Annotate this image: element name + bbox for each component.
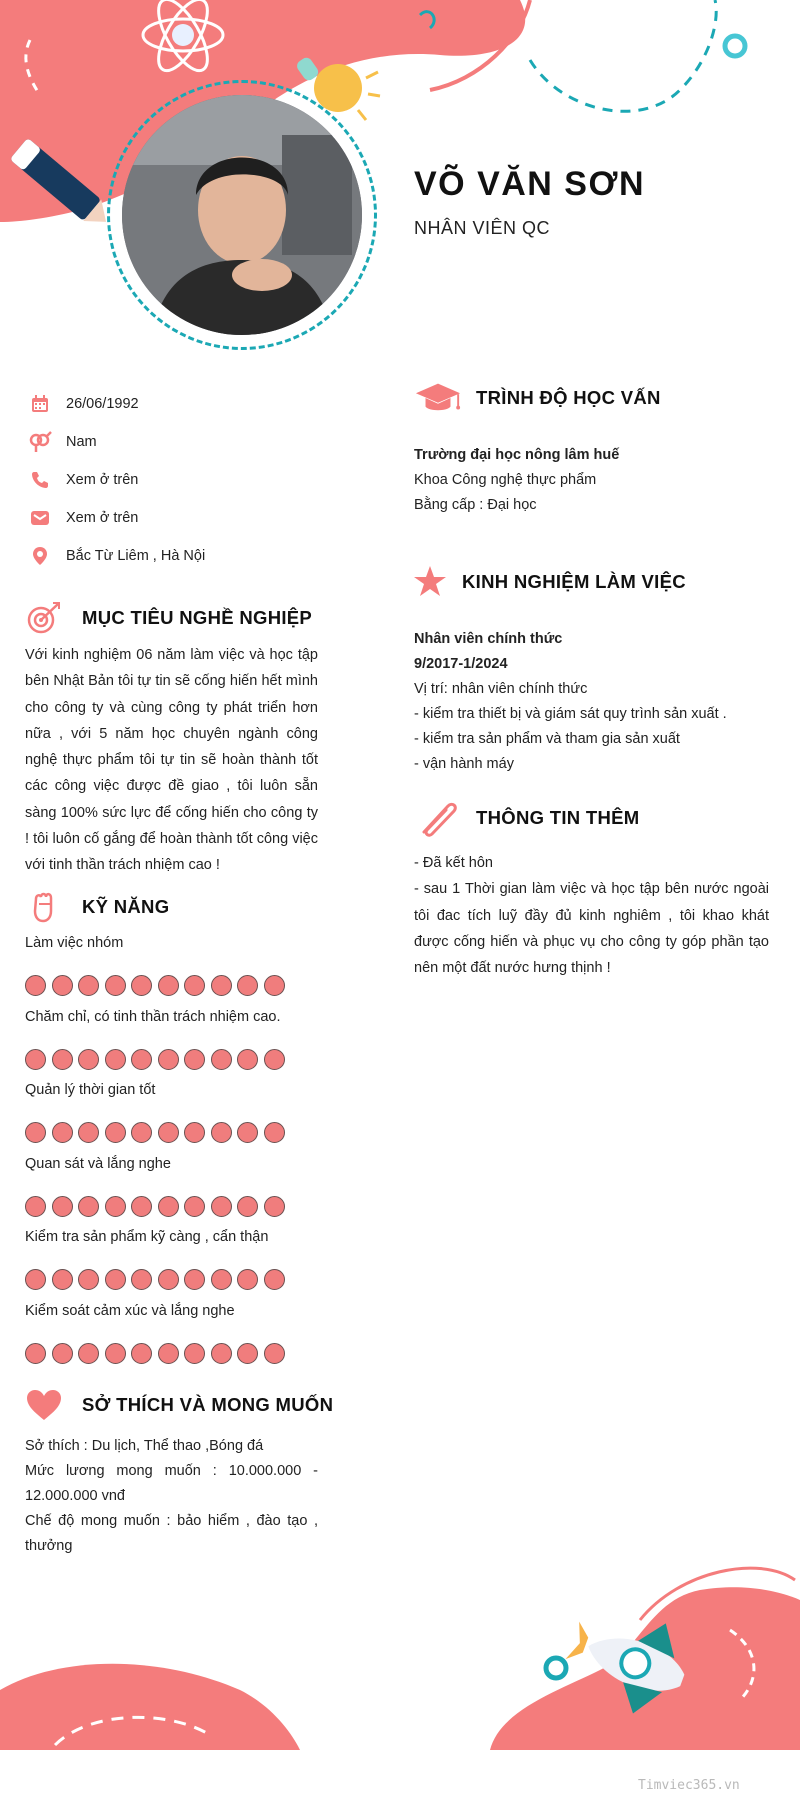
contact-item-birthday bbox=[28, 385, 328, 423]
brand-watermark: Timviec365.vn bbox=[638, 1778, 740, 1793]
rating-dot bbox=[52, 1196, 73, 1217]
rating-dot bbox=[237, 1049, 258, 1070]
rating-dot bbox=[131, 1122, 152, 1143]
skill-rating bbox=[25, 1049, 325, 1070]
skills-heading: KỸ NĂNG bbox=[82, 896, 170, 917]
rating-dot bbox=[131, 1269, 152, 1290]
avatar bbox=[122, 95, 362, 335]
skill-name: Kiểm tra sản phẩm kỹ càng , cẩn thận bbox=[25, 1229, 269, 1245]
candidate-name: VÕ VĂN SƠN bbox=[414, 165, 646, 203]
target-icon bbox=[20, 598, 68, 638]
rating-dot bbox=[25, 1269, 46, 1290]
hobbies-content bbox=[25, 1434, 318, 1559]
rating-dot bbox=[52, 1122, 73, 1143]
contact-item-gender bbox=[28, 423, 328, 461]
rating-dot bbox=[25, 1196, 46, 1217]
rating-dot bbox=[158, 1196, 179, 1217]
experience-header bbox=[412, 562, 686, 602]
calendar-icon bbox=[28, 392, 52, 416]
rating-dot bbox=[264, 1269, 285, 1290]
contact-item-phone bbox=[28, 461, 328, 499]
rating-dot bbox=[105, 1196, 126, 1217]
marital-status: - Đã kết hôn bbox=[414, 855, 493, 871]
hobby-line: Sở thích : Du lịch, Thể thao ,Bóng đá bbox=[25, 1438, 264, 1454]
additional-text: - sau 1 Thời gian làm việc và học tập bên nước ngoài tôi đac tích luỹ đầy đủ kinh nghiêm , tôi khao khát được cống hiến và phục vụ cho công ty góp phần tạo nên một đất nước hưng thịnh ! bbox=[414, 881, 769, 977]
experience-role: Nhân viên chính thức bbox=[414, 631, 563, 647]
additional-header bbox=[414, 798, 640, 838]
birthday-text: 26/06/1992 bbox=[66, 396, 139, 412]
experience-line: Vị trí: nhân viên chính thức bbox=[414, 681, 588, 697]
rating-dot bbox=[211, 1049, 232, 1070]
experience-line: - kiểm tra thiết bị và giám sát quy trình sản xuất . bbox=[414, 706, 727, 722]
rating-dot bbox=[52, 1343, 73, 1364]
rating-dot bbox=[78, 1196, 99, 1217]
gender-icon bbox=[28, 430, 52, 454]
education-heading: TRÌNH ĐỘ HỌC VẤN bbox=[476, 387, 661, 408]
rating-dot bbox=[25, 1049, 46, 1070]
email-text: Xem ở trên bbox=[66, 510, 139, 526]
footer-decoration bbox=[0, 1560, 800, 1800]
education-header bbox=[414, 378, 661, 418]
rating-dot bbox=[264, 1122, 285, 1143]
skill-rating bbox=[25, 1343, 325, 1364]
rating-dot bbox=[131, 1343, 152, 1364]
skill-name: Chăm chỉ, có tinh thần trách nhiệm cao. bbox=[25, 1008, 281, 1025]
rating-dot bbox=[184, 1049, 205, 1070]
skills-header bbox=[20, 887, 169, 927]
rating-dot bbox=[52, 975, 73, 996]
experience-heading: KINH NGHIỆM LÀM VIỆC bbox=[462, 571, 686, 592]
skill-name: Quản lý thời gian tốt bbox=[25, 1082, 156, 1098]
contact-list bbox=[28, 385, 328, 575]
skill-item bbox=[25, 1156, 325, 1230]
rating-dot bbox=[264, 1343, 285, 1364]
benefits-line: Chế độ mong muốn : bảo hiểm , đào tạo , thưởng bbox=[25, 1513, 318, 1554]
salary-line: Mức lương mong muốn : 10.000.000 - 12.000.000 vnđ bbox=[25, 1463, 318, 1504]
rating-dot bbox=[78, 1049, 99, 1070]
phone-text: Xem ở trên bbox=[66, 472, 139, 488]
additional-heading: THÔNG TIN THÊM bbox=[476, 807, 640, 828]
rating-dot bbox=[52, 1049, 73, 1070]
skill-name: Làm việc nhóm bbox=[25, 935, 124, 951]
contact-item-email bbox=[28, 499, 328, 537]
location-pin-icon bbox=[28, 544, 52, 568]
skill-rating bbox=[25, 1122, 325, 1143]
objective-heading: MỤC TIÊU NGHỀ NGHIỆP bbox=[82, 607, 313, 628]
school-name: Trường đại học nông lâm huế bbox=[414, 447, 620, 463]
skill-rating bbox=[25, 975, 325, 996]
rating-dot bbox=[158, 1049, 179, 1070]
rating-dot bbox=[237, 1122, 258, 1143]
rating-dot bbox=[211, 1122, 232, 1143]
faculty-name: Khoa Công nghệ thực phẩm bbox=[414, 472, 597, 488]
rating-dot bbox=[105, 1269, 126, 1290]
hobbies-header bbox=[20, 1385, 333, 1425]
rating-dot bbox=[105, 975, 126, 996]
rating-dot bbox=[158, 975, 179, 996]
additional-content bbox=[414, 850, 769, 981]
rating-dot bbox=[211, 1343, 232, 1364]
rating-dot bbox=[25, 1122, 46, 1143]
rating-dot bbox=[131, 975, 152, 996]
rating-dot bbox=[211, 975, 232, 996]
rating-dot bbox=[184, 1196, 205, 1217]
rating-dot bbox=[131, 1196, 152, 1217]
address-text: Bắc Từ Liêm , Hà Nội bbox=[66, 548, 206, 564]
rating-dot bbox=[264, 975, 285, 996]
heart-icon bbox=[20, 1385, 68, 1425]
rating-dot bbox=[237, 1269, 258, 1290]
rating-dot bbox=[264, 1049, 285, 1070]
rating-dot bbox=[237, 1343, 258, 1364]
skills-list bbox=[25, 935, 325, 1376]
rating-dot bbox=[52, 1269, 73, 1290]
rating-dot bbox=[264, 1196, 285, 1217]
experience-line: - vận hành máy bbox=[414, 756, 514, 772]
rating-dot bbox=[237, 1196, 258, 1217]
rating-dot bbox=[105, 1343, 126, 1364]
skill-item bbox=[25, 935, 325, 1009]
rating-dot bbox=[184, 1122, 205, 1143]
skill-name: Kiểm soát cảm xúc và lắng nghe bbox=[25, 1302, 235, 1319]
rating-dot bbox=[78, 975, 99, 996]
skill-item bbox=[25, 1229, 325, 1303]
gender-text: Nam bbox=[66, 434, 97, 450]
rating-dot bbox=[211, 1269, 232, 1290]
candidate-position: NHÂN VIÊN QC bbox=[414, 218, 551, 238]
objective-text: Với kinh nghiệm 06 năm làm việc và học tập bên Nhật Bản tôi tự tin sẽ cống hiến hết mình cho công ty và cùng công ty phát triển hơn nữa , với 5 năm học chuyên ngành công nghệ thực phẩm tôi tự tin sẽ hoàn thành tốt các công việc được đề giao , tôi luôn sẵn sàng 100% sức lực để cống hiến cho công ty ! tôi luôn cố gắng để hoàn thành tốt công việc với tinh thần trách nhiệm cao ! bbox=[25, 647, 318, 874]
rating-dot bbox=[105, 1122, 126, 1143]
skill-name: Quan sát và lắng nghe bbox=[25, 1155, 171, 1172]
email-icon bbox=[28, 506, 52, 530]
objective-header bbox=[20, 598, 312, 638]
rating-dot bbox=[184, 975, 205, 996]
rating-dot bbox=[78, 1343, 99, 1364]
rating-dot bbox=[78, 1269, 99, 1290]
paperclip-icon bbox=[414, 798, 462, 838]
experience-content bbox=[414, 627, 774, 777]
rating-dot bbox=[131, 1049, 152, 1070]
contact-item-address bbox=[28, 537, 328, 575]
rating-dot bbox=[25, 975, 46, 996]
phone-icon bbox=[28, 468, 52, 492]
star-icon bbox=[412, 562, 448, 602]
rating-dot bbox=[184, 1269, 205, 1290]
experience-period: 9/2017-1/2024 bbox=[414, 656, 508, 672]
graduation-cap-icon bbox=[414, 378, 462, 418]
hobbies-heading: SỞ THÍCH VÀ MONG MUỐN bbox=[82, 1394, 334, 1415]
skill-item bbox=[25, 1303, 325, 1377]
skill-rating bbox=[25, 1269, 325, 1290]
fist-icon bbox=[20, 887, 68, 927]
rating-dot bbox=[184, 1343, 205, 1364]
rating-dot bbox=[158, 1122, 179, 1143]
skill-item bbox=[25, 1009, 325, 1083]
skill-item bbox=[25, 1082, 325, 1156]
education-content bbox=[414, 443, 774, 518]
experience-line: - kiểm tra sản phẩm và tham gia sản xuất bbox=[414, 731, 680, 747]
rating-dot bbox=[237, 975, 258, 996]
degree-text: Bằng cấp : Đại học bbox=[414, 497, 537, 513]
rating-dot bbox=[158, 1343, 179, 1364]
avatar-frame bbox=[107, 80, 377, 350]
rating-dot bbox=[211, 1196, 232, 1217]
rating-dot bbox=[105, 1049, 126, 1070]
rating-dot bbox=[25, 1343, 46, 1364]
rating-dot bbox=[158, 1269, 179, 1290]
rating-dot bbox=[78, 1122, 99, 1143]
skill-rating bbox=[25, 1196, 325, 1217]
